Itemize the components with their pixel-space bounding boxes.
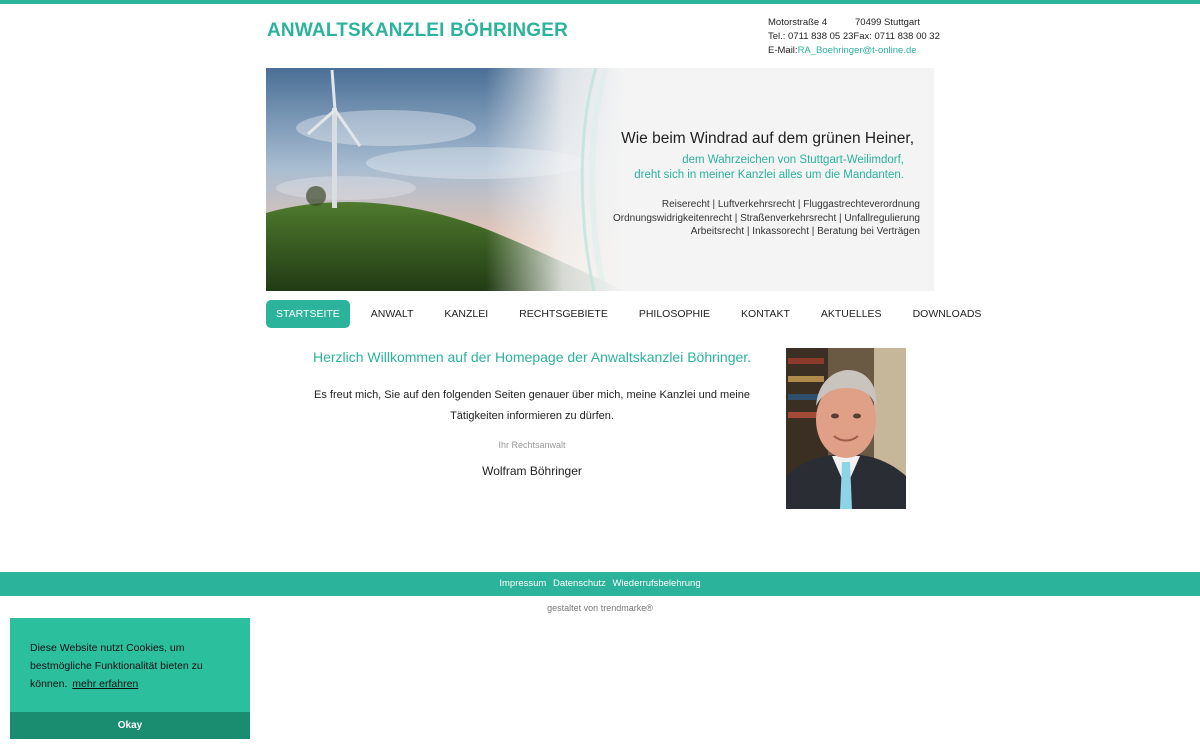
contact-city: 70499 Stuttgart [855,17,920,28]
contact-phone: Tel.: 0711 838 05 23 [768,31,854,42]
nav-item-aktuelles[interactable]: AKTUELLES [820,308,882,320]
hero-subtitle [566,153,904,183]
nav-item-philosophie[interactable]: PHILOSOPHIE [638,308,711,320]
hero-areas-line: Reiserecht | Luftverkehrsrecht | Fluggastrechteverordnung [661,199,920,210]
nav-item-downloads[interactable]: DOWNLOADS [912,308,982,320]
contact-email-link[interactable]: RA_Boehringer@t-online.de [797,45,917,56]
intro-text: Es freut mich, Sie auf den folgenden Seiten genauer über mich, meine Kanzlei und meine Tätigkeiten informieren zu dürfen. [314,389,750,422]
cookie-text: Diese Website nutzt Cookies, um bestmögliche Funktionalität bieten zu können. [30,642,203,690]
top-accent-bar [0,0,1200,4]
main-navigation [266,300,1002,328]
hero-banner [266,68,934,291]
contact-info [768,16,938,58]
nav-item-kontakt[interactable]: KONTAKT [741,308,790,320]
contact-email-label: E-Mail: [768,45,798,56]
welcome-heading: Herzlich Willkommen auf der Homepage der Anwaltskanzlei Böhringer. [312,349,752,365]
contact-street: Motorstraße 4 [768,17,828,28]
nav-item-anwalt[interactable]: ANWALT [370,308,414,320]
hero-subtitle-line: dreht sich in meiner Kanzlei alles um die Mandanten. [634,169,904,181]
nav-item-kanzlei[interactable]: KANZLEI [444,308,489,320]
cookie-consent-banner [10,618,250,739]
cookie-learn-more-link[interactable]: mehr erfahren [72,678,139,690]
site-logo-title[interactable]: ANWALTSKANZLEI BÖHRINGER [267,20,569,41]
lawyer-portrait-photo [786,348,906,509]
signature-name: Wolfram Böhringer [482,464,582,478]
nav-item-startseite[interactable]: STARTSEITE [266,300,350,328]
signature-role: Ihr Rechtsanwalt [498,440,566,450]
hero-subtitle-line: dem Wahrzeichen von Stuttgart-Weilimdorf, [682,154,904,166]
hero-areas-line: Arbeitsrecht | Inkassorecht | Beratung bei Verträgen [690,226,920,237]
contact-fax: Fax: 0711 838 00 32 [853,31,940,42]
hero-title: Wie beim Windrad auf dem grünen Heiner, [621,130,914,147]
cookie-message [30,639,225,693]
footer-link-datenschutz[interactable]: Datenschutz [552,578,606,589]
footer-link-wiederrufsbelehrung[interactable]: Wiederrufsbelehrung [612,578,701,589]
footer-bar [0,572,1200,596]
footer-credit[interactable]: gestaltet von trendmarke® [547,603,653,613]
cookie-okay-button[interactable]: Okay [10,712,250,739]
nav-item-rechtsgebiete[interactable]: RECHTSGEBIETE [519,308,608,320]
hero-areas-line: Ordnungswidrigkeitenrecht | Straßenverkehrsrecht | Unfallregulierung [612,212,920,224]
footer-link-impressum[interactable]: Impressum [499,578,547,589]
hero-practice-areas [566,198,920,239]
